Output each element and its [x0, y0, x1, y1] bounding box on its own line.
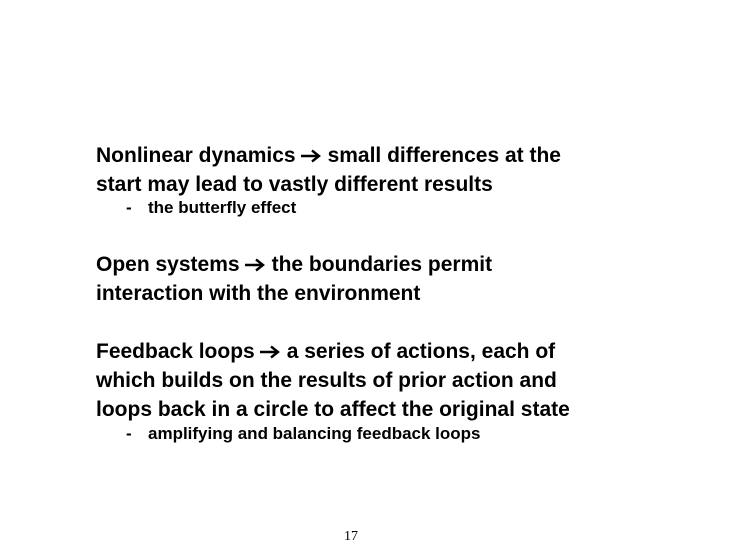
- sub-point-dash: -: [126, 198, 132, 217]
- sub-point-feedback-types: [126, 423, 481, 445]
- arrow-right-icon: [259, 345, 281, 359]
- arrow-right-icon: [300, 149, 322, 163]
- point-line: [96, 250, 492, 279]
- point-text: loops back in a circle to affect the original state: [96, 398, 570, 421]
- sub-point-text: amplifying and balancing feedback loops: [148, 424, 481, 443]
- point-text: start may lead to vastly different results: [96, 173, 493, 196]
- point-text: a series of actions, each of: [286, 340, 556, 363]
- point-open-systems: [96, 250, 492, 308]
- point-text: small differences at the: [327, 144, 561, 167]
- sub-point-butterfly-effect: [126, 197, 296, 219]
- point-text: which builds on the results of prior action and: [96, 369, 557, 392]
- point-line: [96, 141, 561, 170]
- sub-point-text: the butterfly effect: [148, 198, 297, 217]
- sub-point-dash: -: [126, 424, 132, 443]
- arrow-right-icon: [244, 258, 266, 272]
- point-term: Nonlinear dynamics: [96, 144, 296, 167]
- point-term: Open systems: [96, 253, 240, 276]
- point-text: the boundaries permit: [271, 253, 493, 276]
- point-term: Feedback loops: [96, 340, 255, 363]
- point-line: [96, 337, 570, 366]
- page-number: 17: [344, 529, 358, 544]
- point-nonlinear-dynamics: [96, 141, 561, 199]
- point-text: interaction with the environment: [96, 282, 421, 305]
- point-feedback-loops: [96, 337, 570, 424]
